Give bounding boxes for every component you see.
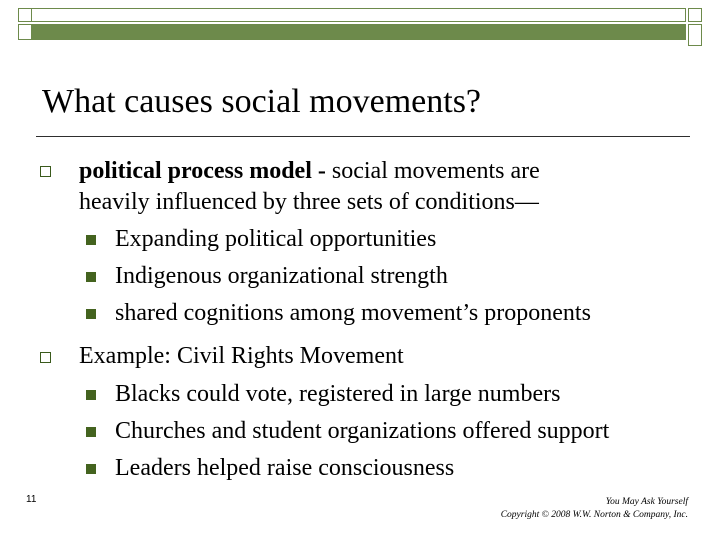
bullet-1-line-2: heavily influenced by three sets of conditions— <box>79 189 539 215</box>
solid-square-bullet-icon <box>86 390 96 400</box>
title-underline <box>36 136 690 137</box>
header-grid-row-bottom <box>18 24 686 38</box>
bullet-2-subitem-2: Churches and student organizations offered support <box>115 418 610 444</box>
header-grid-cell <box>18 24 32 40</box>
footer-line-1: You May Ask Yourself <box>605 497 688 507</box>
hollow-square-bullet-icon <box>40 166 51 177</box>
header-grid-cell <box>32 8 686 22</box>
bullet-2-line-1: Example: Civil Rights Movement <box>79 343 404 369</box>
bullet-1-line-1-rest: social movements are <box>325 158 540 184</box>
bullet-1-subitem-3: shared cognitions among movement’s proponents <box>115 300 591 326</box>
footer-credit <box>501 496 688 522</box>
hollow-square-bullet-icon <box>40 352 51 363</box>
solid-square-bullet-icon <box>86 464 96 474</box>
solid-square-bullet-icon <box>86 235 96 245</box>
bullet-1-bold-lead: political process model - <box>79 158 326 184</box>
header-green-bar <box>32 24 686 40</box>
bullet-2-subitem-1: Blacks could vote, registered in large numbers <box>115 381 561 407</box>
header-grid-row-top <box>18 8 686 22</box>
slide-number: 11 <box>26 494 37 505</box>
bullet-2-subitem-3: Leaders helped raise consciousness <box>115 455 455 481</box>
header-decoration <box>18 8 702 40</box>
header-side-boxes <box>688 8 704 46</box>
solid-square-bullet-icon <box>86 272 96 282</box>
header-side-box <box>688 24 702 46</box>
bullet-1-subitem-1: Expanding political opportunities <box>115 226 437 252</box>
header-side-box <box>688 8 702 22</box>
bullet-1-subitem-2: Indigenous organizational strength <box>115 263 448 289</box>
slide-title: What causes social movements? <box>42 83 482 120</box>
footer-line-2: Copyright © 2008 W.W. Norton & Company, Inc. <box>500 510 688 520</box>
header-grid <box>18 8 686 40</box>
solid-square-bullet-icon <box>86 427 96 437</box>
header-grid-cell <box>18 8 32 22</box>
solid-square-bullet-icon <box>86 309 96 319</box>
